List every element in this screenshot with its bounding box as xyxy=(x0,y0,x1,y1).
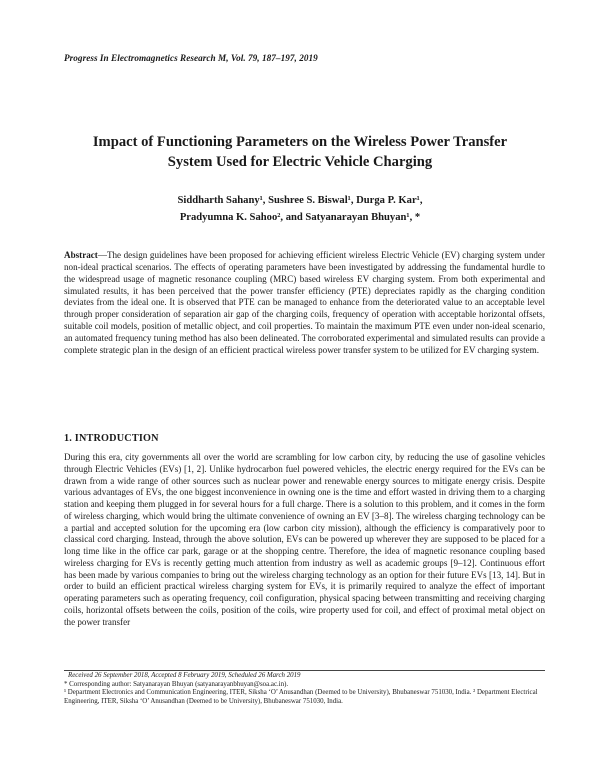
journal-header: Progress In Electromagnetics Research M, Vol. 79, 187–197, 2019 xyxy=(64,53,318,63)
author-line-2: Pradyumna K. Sahoo², and Satyanarayan Bhuyan¹, * xyxy=(179,212,421,223)
footnote-dates: Received 26 September 2018, Accepted 8 February 2019, Scheduled 26 March 2019 xyxy=(68,672,301,679)
footnote-corresponding-author: * Corresponding author: Satyanarayan Bhuyan (satyanarayanbhuyan@soa.ac.in). xyxy=(64,680,289,688)
introduction-body: During this era, city governments all over the world are scrambling for low carbon city, by reducing the use of gasoline vehicles through Electric Vehicles (EVs) [1, 2]. Unlike hydrocarbon fuel powered vehicles, the electric energy required for the EVs can be drawn from a wide range of other sources such as nuclear power and renewable energy sources to mitigate energy crisis. Despite various advantages of EVs, the one biggest inconvenience in owning one is the time and effort wasted in driving them to a charging station and keeping them plugged in for several hours for a full charge. There is a solution to this problem, and it comes in the form of wireless charging, which would bring the ultimate convenience of owning an EV [3–8]. The wireless charging technology can be a partial and accepted solution for the upcoming era (low carbon city mission), although the efficiency is comparatively poor to classical cord charging. Instead, through the above solution, EVs can be powered up wherever they are supposed to be placed for a long time like in the office car park, garage or at the shopping centre. Therefore, the idea of magnetic resonance coupling based wireless charging for EVs is recently getting much attention from industry as well as academic groups [9–12]. Continuous effort has been made by various companies to bring out the wireless charging technology as an option for their future EVs [13, 14]. But in order to build an efficient practical wireless charging system for EVs, it is primarily required to analyze the effect of important operating parameters such as operating frequency, coil configuration, physical spacing between transmitting and receiving charging coils, horizontal offsets between the coils, position of the coils, wire property used for coil, and effect of proximal metal object on the power transfer xyxy=(64,452,545,627)
footnote-divider xyxy=(64,670,545,671)
paper-title-line-1: Impact of Functioning Parameters on the Wireless Power Transfer xyxy=(92,134,508,150)
abstract xyxy=(64,250,545,357)
footnotes xyxy=(64,672,545,707)
author-list xyxy=(60,192,540,226)
paper-title xyxy=(40,132,560,172)
abstract-label: Abstract xyxy=(64,250,98,260)
footnote-affiliations: ¹ Department Electronics and Communication Engineering, ITER, Siksha ‘O’ Anusandhan (Deemed to be University), Bhubaneswar 751030, India. ² Department Electrical Engineering, ITER, Siksha ‘O’ Anusandhan (Deemed to be University), Bhubaneswar 751030, India. xyxy=(64,689,538,706)
abstract-text: —The design guidelines have been proposed for achieving efficient wireless Electric Vehicle (EV) charging system under non-ideal practical scenarios. The effects of operating parameters have been investigated by addressing the fundamental hurdle to the widespread usage of magnetic resonance coupling (MRC) based wireless EV charging system. From both experimental and simulated results, it has been perceived that the power transfer efficiency (PTE) depreciates rapidly as the charging condition deviates from the ideal one. It is observed that PTE can be managed to enhance from the deteriorated value to an acceptable level through proper consideration of separation air gap of the charging coils, frequency of operation with acceptable horizontal offsets, suitable coil models, position of metallic object, and coil properties. To maintain the maximum PTE even under non-ideal scenario, an automated frequency tuning method has also been delineated. The corroborated experimental and simulated results can provide a complete strategic plan in the design of an efficient practical wireless power transfer system to be utilized for EV charging system. xyxy=(64,250,545,355)
author-line-1: Siddharth Sahany¹, Sushree S. Biswal¹, Durga P. Kar¹, xyxy=(177,195,423,206)
paper-title-line-2: System Used for Electric Vehicle Charging xyxy=(167,154,433,170)
section-heading: 1. INTRODUCTION xyxy=(64,433,159,444)
